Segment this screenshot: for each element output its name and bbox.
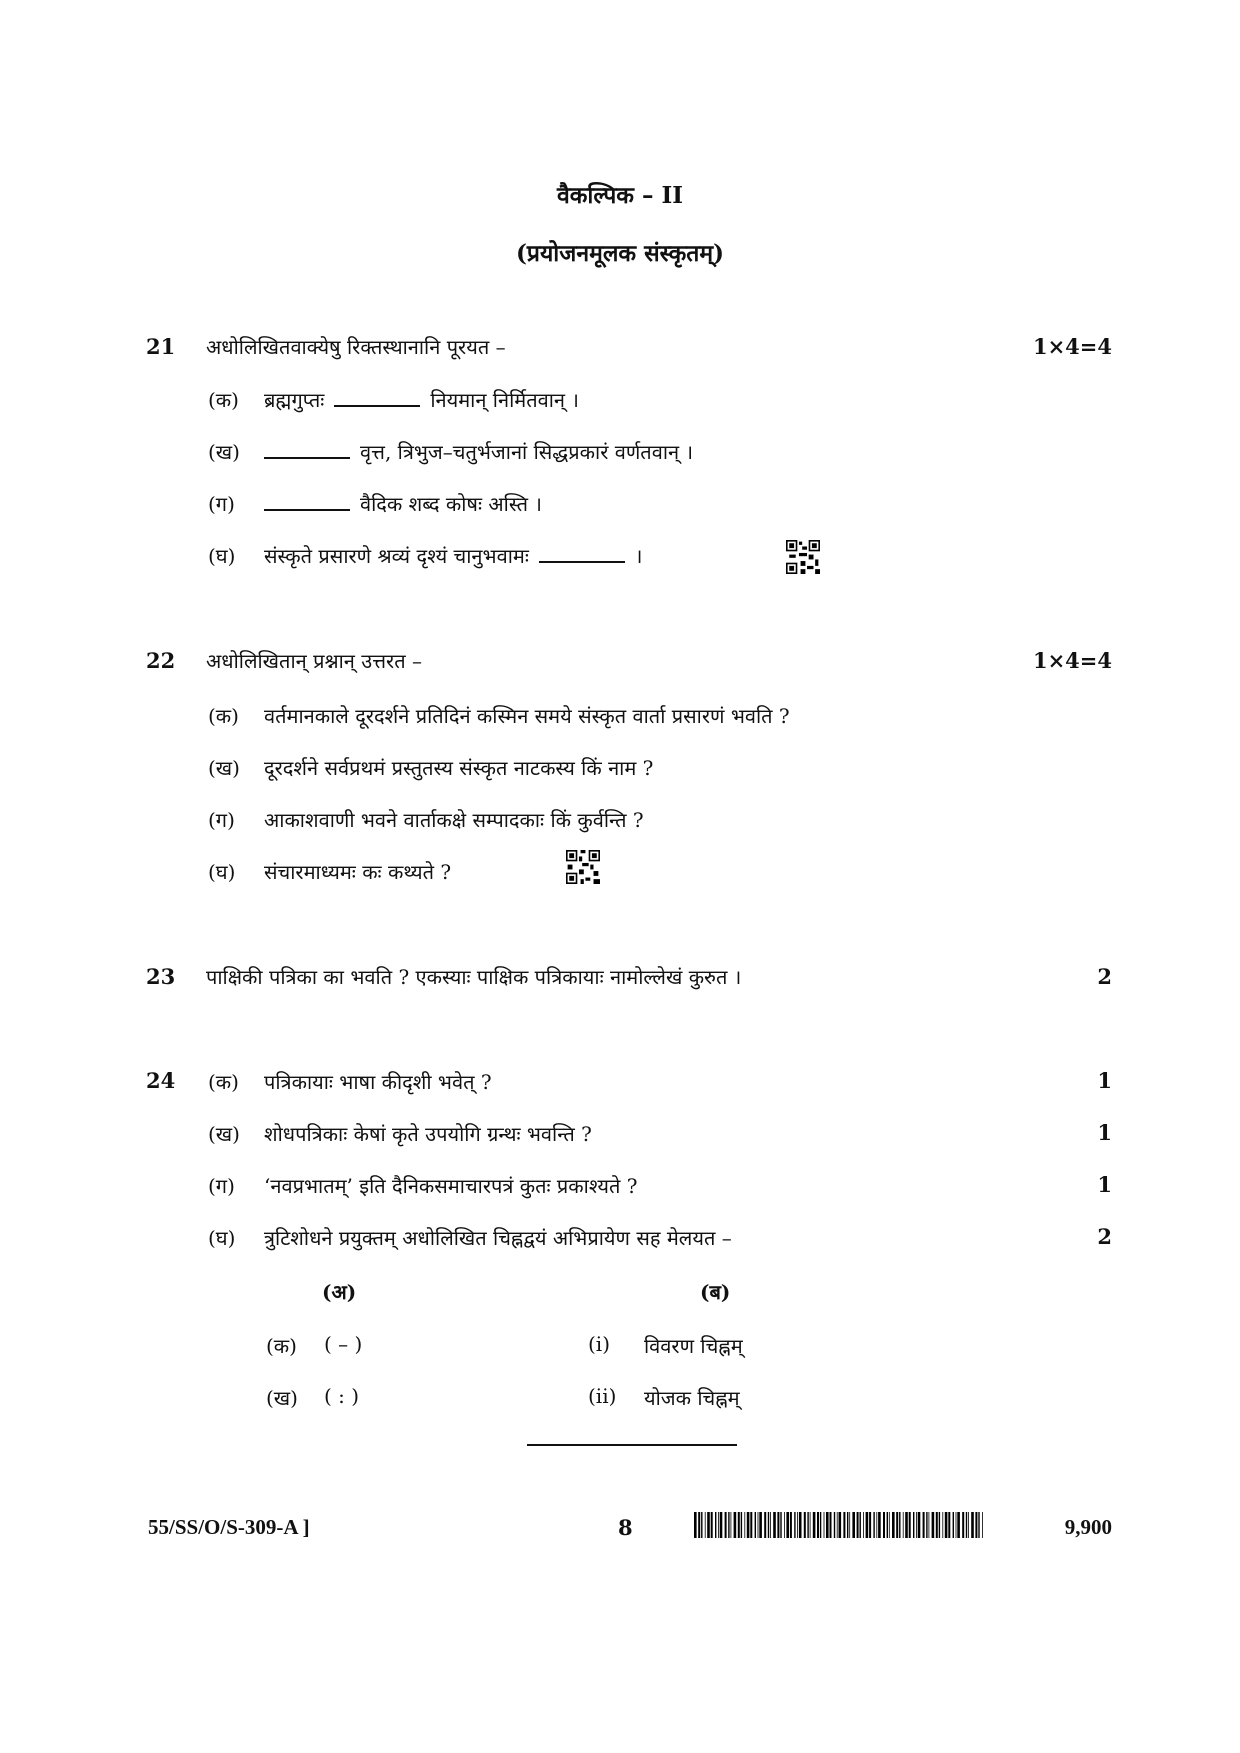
fill-blank-item <box>264 490 542 517</box>
question-marks: 1×4=4 <box>1032 648 1112 673</box>
column-a-heading: (अ) <box>322 1280 357 1304</box>
item-text-before: ब्रह्मगुप्तः <box>264 388 325 412</box>
sub-label: (क) <box>208 388 239 412</box>
sub-label: (घ) <box>208 1226 236 1250</box>
question-number: 22 <box>146 648 176 673</box>
sub-label: (क) <box>208 1070 239 1094</box>
sub-label: (ख) <box>208 440 240 464</box>
match-b-text: विवरण चिह्नम् <box>644 1334 743 1358</box>
question-marks: 1 <box>1097 1120 1112 1145</box>
blank-line <box>264 455 350 459</box>
question-marks: 2 <box>1097 964 1112 989</box>
sub-question-text: संचारमाध्यमः कः कथ्यते ? <box>264 860 452 884</box>
match-a-sign: ( – ) <box>324 1332 363 1356</box>
sub-question-text: शोधपत्रिकाः केषां कृते उपयोगि ग्रन्थः भवन्ति ? <box>264 1122 592 1146</box>
question-text: अधोलिखितान् प्रश्नान् उत्तरत – <box>206 649 422 673</box>
item-text-after: नियमान् निर्मितवान् । <box>430 388 579 412</box>
question-number: 24 <box>146 1068 176 1093</box>
item-text-after: वृत्त, त्रिभुज–चतुर्भजानां सिद्धप्रकारं वर्णतवान् । <box>360 440 694 464</box>
match-a-label: (क) <box>266 1334 297 1358</box>
item-text-before: संस्कृते प्रसारणे श्रव्यं दृश्यं चानुभवामः <box>264 544 529 568</box>
fill-blank-item <box>264 542 642 569</box>
sub-label: (घ) <box>208 860 236 884</box>
sub-question-text: वर्तमानकाले दूरदर्शने प्रतिदिनं कस्मिन समये संस्कृत वार्ता प्रसारणं भवति ? <box>264 704 790 728</box>
question-number: 21 <box>146 334 176 359</box>
section-subtitle: (प्रयोजनमूलक संस्कृतम्) <box>515 240 725 267</box>
end-divider <box>527 1444 737 1446</box>
match-a-sign: ( : ) <box>324 1384 360 1408</box>
barcode-icon <box>694 1512 986 1538</box>
sub-question-text: ‘नवप्रभातम्’ इति दैनिकसमाचारपत्रं कुतः प्रकाश्यते ? <box>264 1174 638 1198</box>
question-marks: 1×4=4 <box>1032 334 1112 359</box>
fill-blank-item <box>264 438 693 465</box>
question-marks: 1 <box>1097 1172 1112 1197</box>
sub-label: (ग) <box>208 808 235 832</box>
match-b-label: (i) <box>588 1332 611 1356</box>
sub-question-text: त्रुटिशोधने प्रयुक्तम् अधोलिखित चिह्नद्वयं अभिप्रायेण सह मेलयत – <box>264 1226 732 1250</box>
question-number: 23 <box>146 964 176 989</box>
question-text: अधोलिखितवाक्येषु रिक्तस्थानानि पूरयत – <box>206 335 506 359</box>
sub-label: (घ) <box>208 544 236 568</box>
fill-blank-item <box>264 386 579 413</box>
item-text-after: वैदिक शब्द कोषः अस्ति । <box>360 492 542 516</box>
sub-label: (ख) <box>208 1122 240 1146</box>
match-b-text: योजक चिह्नम् <box>644 1386 740 1410</box>
sub-label: (क) <box>208 704 239 728</box>
question-marks: 2 <box>1097 1224 1112 1249</box>
blank-line <box>539 559 625 563</box>
blank-line <box>264 507 350 511</box>
sub-question-text: आकाशवाणी भवने वार्ताकक्षे सम्पादकाः किं कुर्वन्ति ? <box>264 808 644 832</box>
column-b-heading: (ब) <box>700 1280 731 1304</box>
page-number: 8 <box>618 1515 633 1540</box>
blank-line <box>334 403 420 407</box>
sub-question-text: पत्रिकायाः भाषा कीदृशी भवेत् ? <box>264 1070 492 1094</box>
question-marks: 1 <box>1097 1068 1112 1093</box>
question-text: पाक्षिकी पत्रिका का भवति ? एकस्याः पाक्षिक पत्रिकायाः नामोल्लेखं कुरुत । <box>206 965 742 989</box>
qr-code-icon <box>566 850 600 884</box>
match-b-label: (ii) <box>588 1384 617 1408</box>
qr-code-icon <box>786 540 820 574</box>
sub-question-text: दूरदर्शने सर्वप्रथमं प्रस्तुतस्य संस्कृत नाटकस्य किं नाम ? <box>264 756 654 780</box>
item-text-after: । <box>634 544 643 568</box>
sub-label: (ग) <box>208 492 235 516</box>
paper-code: 55/SS/O/S-309-A ] <box>148 1515 310 1539</box>
match-a-label: (ख) <box>266 1386 298 1410</box>
print-count: 9,900 <box>1064 1515 1112 1539</box>
sub-label: (ख) <box>208 756 240 780</box>
section-title: वैकल्पिक – II <box>556 182 684 209</box>
sub-label: (ग) <box>208 1174 235 1198</box>
